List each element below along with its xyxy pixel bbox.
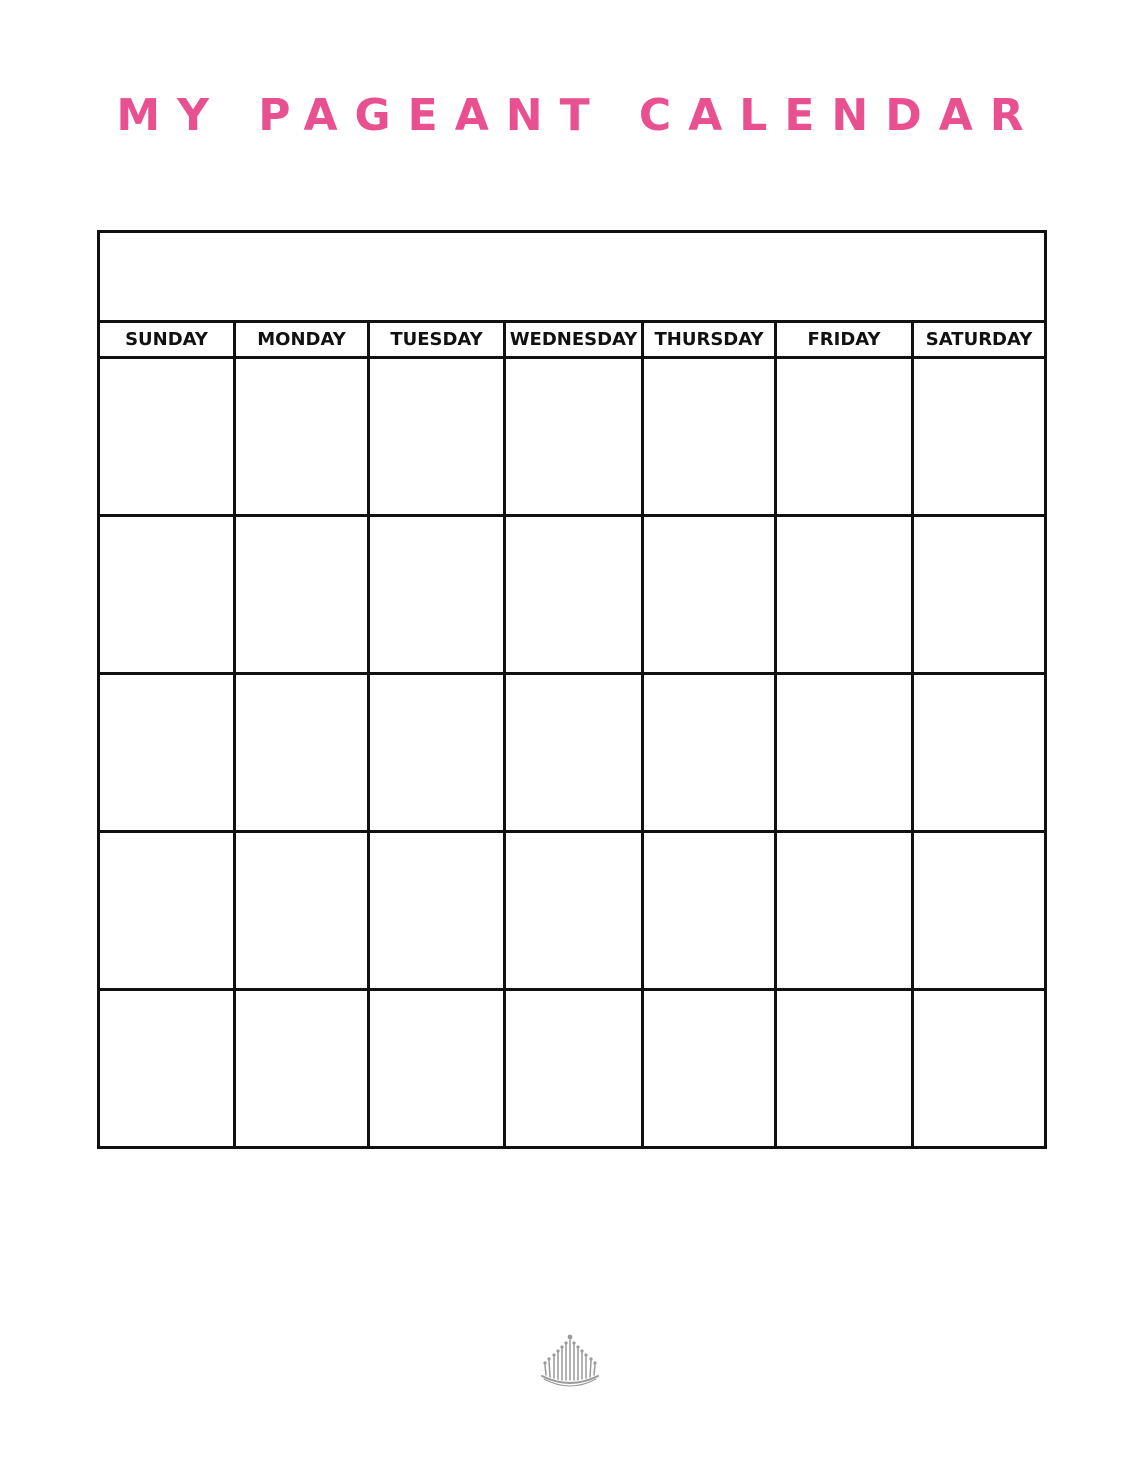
day-cell[interactable] <box>505 358 643 516</box>
day-cell[interactable] <box>369 358 505 516</box>
day-cell[interactable] <box>776 674 913 832</box>
day-cell[interactable] <box>99 358 235 516</box>
day-cell[interactable] <box>235 674 369 832</box>
day-cell[interactable] <box>99 990 235 1148</box>
day-cell[interactable] <box>235 832 369 990</box>
day-cell[interactable] <box>643 674 776 832</box>
day-cell[interactable] <box>776 358 913 516</box>
week-row-2 <box>99 516 1046 674</box>
month-row <box>99 232 1046 322</box>
weekday-saturday: SATURDAY <box>913 322 1046 358</box>
day-cell[interactable] <box>776 516 913 674</box>
day-cell[interactable] <box>369 516 505 674</box>
day-cell[interactable] <box>505 516 643 674</box>
day-cell[interactable] <box>913 358 1046 516</box>
weekday-header-row <box>99 322 1046 358</box>
day-cell[interactable] <box>913 516 1046 674</box>
day-cell[interactable] <box>369 990 505 1148</box>
day-cell[interactable] <box>99 516 235 674</box>
week-row-4 <box>99 832 1046 990</box>
day-cell[interactable] <box>913 674 1046 832</box>
weekday-friday: FRIDAY <box>776 322 913 358</box>
weekday-thursday: THURSDAY <box>643 322 776 358</box>
day-cell[interactable] <box>643 990 776 1148</box>
weekday-monday: MONDAY <box>235 322 369 358</box>
day-cell[interactable] <box>643 832 776 990</box>
weekday-wednesday: WEDNESDAY <box>505 322 643 358</box>
day-cell[interactable] <box>643 358 776 516</box>
day-cell[interactable] <box>643 516 776 674</box>
day-cell[interactable] <box>913 832 1046 990</box>
tiara-icon <box>536 1332 604 1388</box>
day-cell[interactable] <box>776 832 913 990</box>
day-cell[interactable] <box>99 832 235 990</box>
day-cell[interactable] <box>369 674 505 832</box>
calendar-grid <box>97 230 1047 1149</box>
week-row-1 <box>99 358 1046 516</box>
month-name-field[interactable] <box>99 232 1046 322</box>
day-cell[interactable] <box>505 832 643 990</box>
day-cell[interactable] <box>99 674 235 832</box>
day-cell[interactable] <box>369 832 505 990</box>
day-cell[interactable] <box>913 990 1046 1148</box>
day-cell[interactable] <box>235 516 369 674</box>
day-cell[interactable] <box>505 990 643 1148</box>
day-cell[interactable] <box>235 358 369 516</box>
day-cell[interactable] <box>235 990 369 1148</box>
weekday-sunday: SUNDAY <box>99 322 235 358</box>
week-row-5 <box>99 990 1046 1148</box>
week-row-3 <box>99 674 1046 832</box>
day-cell[interactable] <box>505 674 643 832</box>
page-title: MY PAGEANT CALENDAR <box>116 90 1041 141</box>
weekday-tuesday: TUESDAY <box>369 322 505 358</box>
day-cell[interactable] <box>776 990 913 1148</box>
